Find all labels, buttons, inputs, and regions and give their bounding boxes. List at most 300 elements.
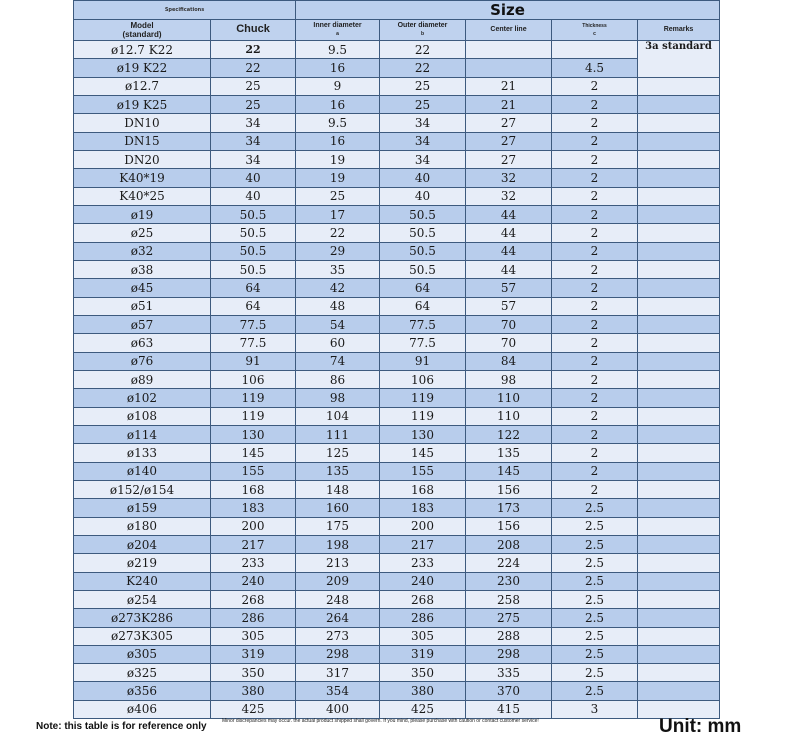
table-row xyxy=(74,297,720,315)
remarks-cell xyxy=(638,224,720,242)
remarks-cell xyxy=(638,590,720,608)
chuck-cell: 119 xyxy=(211,389,296,407)
remarks-cell xyxy=(638,334,720,352)
outer-diameter-cell: 22 xyxy=(380,41,466,59)
center-line-cell: 70 xyxy=(466,315,552,333)
center-line-cell: 275 xyxy=(466,609,552,627)
model-cell: ø32 xyxy=(74,242,211,260)
remarks-cell xyxy=(638,645,720,663)
model-cell: ø51 xyxy=(74,297,211,315)
model-cell: ø159 xyxy=(74,499,211,517)
outer-diameter-cell: 91 xyxy=(380,352,466,370)
center-header-label: Center line xyxy=(490,26,527,33)
inner-diameter-cell: 74 xyxy=(296,352,380,370)
inner-diameter-cell: 16 xyxy=(296,59,380,77)
thickness-cell: 2 xyxy=(552,389,638,407)
thickness-cell: 2 xyxy=(552,407,638,425)
outer-diameter-cell: 50.5 xyxy=(380,224,466,242)
inner-diameter-cell: 317 xyxy=(296,664,380,682)
outer-diameter-cell: 40 xyxy=(380,169,466,187)
thickness-cell: 2.5 xyxy=(552,572,638,590)
remarks-cell xyxy=(638,499,720,517)
model-cell: ø273K286 xyxy=(74,609,211,627)
remarks-cell xyxy=(638,480,720,498)
table-row xyxy=(74,645,720,663)
outer-diameter-cell: 106 xyxy=(380,370,466,388)
model-cell: ø114 xyxy=(74,425,211,443)
center-line-cell: 32 xyxy=(466,187,552,205)
remarks-header-label: Remarks xyxy=(663,26,694,33)
center-line-cell: 298 xyxy=(466,645,552,663)
center-line-cell: 156 xyxy=(466,517,552,535)
chuck-cell: 91 xyxy=(211,352,296,370)
chuck-cell: 50.5 xyxy=(211,260,296,278)
thickness-cell: 2 xyxy=(552,224,638,242)
chuck-column-header xyxy=(211,20,296,41)
chuck-cell: 106 xyxy=(211,370,296,388)
size-header: Size xyxy=(296,1,720,20)
inner-diameter-cell: 86 xyxy=(296,370,380,388)
center-line-cell: 32 xyxy=(466,169,552,187)
chuck-cell: 64 xyxy=(211,297,296,315)
center-line-cell: 145 xyxy=(466,462,552,480)
thickness-cell: 2.5 xyxy=(552,645,638,663)
model-cell: DN20 xyxy=(74,150,211,168)
inner-diameter-cell: 42 xyxy=(296,279,380,297)
chuck-cell: 22 xyxy=(211,41,296,59)
center-line-cell: 44 xyxy=(466,205,552,223)
table-row xyxy=(74,114,720,132)
remarks-cell xyxy=(638,297,720,315)
model-cell: ø57 xyxy=(74,315,211,333)
outer-diameter-cell: 64 xyxy=(380,279,466,297)
chuck-cell: 183 xyxy=(211,499,296,517)
table-row xyxy=(74,352,720,370)
chuck-cell: 50.5 xyxy=(211,242,296,260)
center-line-cell: 44 xyxy=(466,224,552,242)
model-cell: ø12.7 K22 xyxy=(74,41,211,59)
outer-diameter-cell: 183 xyxy=(380,499,466,517)
outer-diameter-cell: 319 xyxy=(380,645,466,663)
thickness-cell: 2 xyxy=(552,132,638,150)
center-line-cell: 57 xyxy=(466,297,552,315)
outer-diameter-cell: 64 xyxy=(380,297,466,315)
thickness-cell: 2.5 xyxy=(552,627,638,645)
center-line-cell: 135 xyxy=(466,444,552,462)
thickness-cell: 2.5 xyxy=(552,554,638,572)
outer-header-sub: b xyxy=(420,31,425,37)
inner-diameter-cell: 298 xyxy=(296,645,380,663)
table-row xyxy=(74,425,720,443)
table-row xyxy=(74,572,720,590)
disclaimer-text: Minor discrepancies may occur. the actual product shipped shall govern. If you mind, please purchase with caution or contact customer service! xyxy=(222,718,539,724)
inner-diameter-cell: 209 xyxy=(296,572,380,590)
remarks-cell xyxy=(638,187,720,205)
remarks-cell xyxy=(638,77,720,95)
model-cell: ø89 xyxy=(74,370,211,388)
center-line-cell: 230 xyxy=(466,572,552,590)
model-cell: ø19 K25 xyxy=(74,95,211,113)
model-cell: DN10 xyxy=(74,114,211,132)
remarks-cell xyxy=(638,609,720,627)
chuck-cell: 50.5 xyxy=(211,205,296,223)
thickness-cell: 2 xyxy=(552,279,638,297)
inner-diameter-cell: 19 xyxy=(296,150,380,168)
thickness-header-sub: c xyxy=(593,31,596,37)
chuck-cell: 22 xyxy=(211,59,296,77)
model-cell: ø325 xyxy=(74,664,211,682)
chuck-cell: 200 xyxy=(211,517,296,535)
thickness-cell: 2 xyxy=(552,315,638,333)
table-row xyxy=(74,389,720,407)
outer-diameter-cell: 119 xyxy=(380,407,466,425)
model-cell: ø140 xyxy=(74,462,211,480)
remarks-cell xyxy=(638,205,720,223)
model-cell: ø63 xyxy=(74,334,211,352)
center-line-cell: 21 xyxy=(466,95,552,113)
remarks-cell xyxy=(638,462,720,480)
remarks-cell xyxy=(638,425,720,443)
inner-header-sub: a xyxy=(336,31,339,37)
chuck-cell: 217 xyxy=(211,535,296,553)
outer-diameter-cell: 425 xyxy=(380,700,466,718)
remarks-cell xyxy=(638,535,720,553)
chuck-cell: 145 xyxy=(211,444,296,462)
table-row xyxy=(74,279,720,297)
remarks-cell xyxy=(638,352,720,370)
model-cell: ø19 K22 xyxy=(74,59,211,77)
remarks-cell xyxy=(638,242,720,260)
center-line-cell xyxy=(466,59,552,77)
model-cell: ø356 xyxy=(74,682,211,700)
outer-diameter-cell: 305 xyxy=(380,627,466,645)
inner-diameter-cell: 248 xyxy=(296,590,380,608)
thickness-cell: 2 xyxy=(552,114,638,132)
table-row xyxy=(74,334,720,352)
table-row xyxy=(74,535,720,553)
center-line-cell xyxy=(466,41,552,59)
thickness-header-label: Thickness xyxy=(582,23,607,29)
chuck-cell: 268 xyxy=(211,590,296,608)
inner-diameter-cell: 148 xyxy=(296,480,380,498)
thickness-cell xyxy=(552,41,638,59)
inner-diameter-cell: 9.5 xyxy=(296,41,380,59)
inner-diameter-cell: 354 xyxy=(296,682,380,700)
thickness-cell: 2 xyxy=(552,95,638,113)
reference-note: Note: this table is for reference only xyxy=(36,721,207,732)
thickness-cell: 2 xyxy=(552,169,638,187)
chuck-cell: 77.5 xyxy=(211,334,296,352)
model-cell: ø204 xyxy=(74,535,211,553)
chuck-cell: 240 xyxy=(211,572,296,590)
outer-diameter-cell: 25 xyxy=(380,95,466,113)
table-row xyxy=(74,132,720,150)
table-row xyxy=(74,187,720,205)
inner-diameter-cell: 22 xyxy=(296,224,380,242)
remarks-cell xyxy=(638,444,720,462)
model-cell: ø38 xyxy=(74,260,211,278)
table-row xyxy=(74,169,720,187)
center-line-cell: 44 xyxy=(466,260,552,278)
model-cell: K40*19 xyxy=(74,169,211,187)
table-row xyxy=(74,682,720,700)
chuck-cell: 119 xyxy=(211,407,296,425)
chuck-cell: 130 xyxy=(211,425,296,443)
outer-diameter-cell: 217 xyxy=(380,535,466,553)
model-cell: ø19 xyxy=(74,205,211,223)
remarks-cell xyxy=(638,169,720,187)
outer-diameter-cell: 268 xyxy=(380,590,466,608)
table-row xyxy=(74,150,720,168)
model-cell: ø108 xyxy=(74,407,211,425)
chuck-cell: 319 xyxy=(211,645,296,663)
outer-diameter-cell: 233 xyxy=(380,554,466,572)
chuck-cell: 286 xyxy=(211,609,296,627)
outer-diameter-cell: 240 xyxy=(380,572,466,590)
center-line-cell: 208 xyxy=(466,535,552,553)
model-cell: ø102 xyxy=(74,389,211,407)
outer-diameter-cell: 130 xyxy=(380,425,466,443)
inner-diameter-cell: 98 xyxy=(296,389,380,407)
inner-diameter-cell: 160 xyxy=(296,499,380,517)
center-line-cell: 258 xyxy=(466,590,552,608)
outer-diameter-cell: 77.5 xyxy=(380,334,466,352)
remarks-cell xyxy=(638,389,720,407)
thickness-cell: 2.5 xyxy=(552,609,638,627)
table-row xyxy=(74,590,720,608)
thickness-cell: 2 xyxy=(552,297,638,315)
outer-diameter-cell: 119 xyxy=(380,389,466,407)
outer-header-label: Outer diameter xyxy=(397,22,448,29)
center-line-cell: 173 xyxy=(466,499,552,517)
inner-diameter-cell: 19 xyxy=(296,169,380,187)
center-line-column-header xyxy=(466,20,552,41)
inner-diameter-cell: 111 xyxy=(296,425,380,443)
chuck-cell: 64 xyxy=(211,279,296,297)
model-cell: K240 xyxy=(74,572,211,590)
table-row xyxy=(74,77,720,95)
thickness-cell: 2 xyxy=(552,444,638,462)
table-row xyxy=(74,224,720,242)
inner-diameter-cell: 175 xyxy=(296,517,380,535)
table-row xyxy=(74,407,720,425)
outer-diameter-cell: 34 xyxy=(380,114,466,132)
center-line-cell: 84 xyxy=(466,352,552,370)
thickness-cell: 2.5 xyxy=(552,664,638,682)
center-line-cell: 122 xyxy=(466,425,552,443)
model-cell: ø273K305 xyxy=(74,627,211,645)
table-row xyxy=(74,59,720,77)
model-cell: K40*25 xyxy=(74,187,211,205)
outer-diameter-cell: 286 xyxy=(380,609,466,627)
remarks-cell xyxy=(638,95,720,113)
thickness-cell: 2.5 xyxy=(552,590,638,608)
center-line-cell: 44 xyxy=(466,242,552,260)
outer-diameter-cell: 168 xyxy=(380,480,466,498)
chuck-cell: 25 xyxy=(211,95,296,113)
outer-diameter-cell: 50.5 xyxy=(380,205,466,223)
thickness-cell: 2 xyxy=(552,352,638,370)
inner-diameter-cell: 25 xyxy=(296,187,380,205)
inner-diameter-cell: 17 xyxy=(296,205,380,223)
thickness-cell: 2 xyxy=(552,462,638,480)
thickness-cell: 2.5 xyxy=(552,535,638,553)
remarks-cell xyxy=(638,407,720,425)
table-row xyxy=(74,627,720,645)
center-line-cell: 21 xyxy=(466,77,552,95)
remarks-cell xyxy=(638,682,720,700)
table-row xyxy=(74,462,720,480)
thickness-cell: 2 xyxy=(552,334,638,352)
thickness-cell: 2 xyxy=(552,205,638,223)
inner-header-label: Inner diameter xyxy=(313,22,362,29)
chuck-cell: 305 xyxy=(211,627,296,645)
model-cell: ø180 xyxy=(74,517,211,535)
inner-diameter-cell: 16 xyxy=(296,95,380,113)
thickness-cell: 2 xyxy=(552,370,638,388)
inner-diameter-cell: 104 xyxy=(296,407,380,425)
table-row xyxy=(74,242,720,260)
chuck-cell: 168 xyxy=(211,480,296,498)
size-table xyxy=(73,0,720,719)
center-line-cell: 98 xyxy=(466,370,552,388)
chuck-cell: 34 xyxy=(211,132,296,150)
table-row xyxy=(74,444,720,462)
remarks-cell xyxy=(638,370,720,388)
chuck-cell: 425 xyxy=(211,700,296,718)
center-line-cell: 57 xyxy=(466,279,552,297)
outer-diameter-cell: 350 xyxy=(380,664,466,682)
center-line-cell: 27 xyxy=(466,150,552,168)
remarks-cell xyxy=(638,279,720,297)
unit-label: Unit: mm xyxy=(659,716,742,737)
thickness-cell: 2.5 xyxy=(552,682,638,700)
inner-diameter-cell: 264 xyxy=(296,609,380,627)
remarks-cell xyxy=(638,150,720,168)
table-row xyxy=(74,41,720,59)
thickness-cell: 2 xyxy=(552,480,638,498)
center-line-cell: 70 xyxy=(466,334,552,352)
chuck-cell: 40 xyxy=(211,187,296,205)
chuck-cell: 34 xyxy=(211,150,296,168)
model-cell: ø133 xyxy=(74,444,211,462)
outer-diameter-cell: 50.5 xyxy=(380,260,466,278)
outer-diameter-column-header xyxy=(380,20,466,41)
footer xyxy=(0,716,790,748)
outer-diameter-cell: 22 xyxy=(380,59,466,77)
table-row xyxy=(74,370,720,388)
table-row xyxy=(74,554,720,572)
inner-diameter-cell: 273 xyxy=(296,627,380,645)
inner-diameter-cell: 9 xyxy=(296,77,380,95)
chuck-cell: 77.5 xyxy=(211,315,296,333)
outer-diameter-cell: 77.5 xyxy=(380,315,466,333)
chuck-cell: 155 xyxy=(211,462,296,480)
outer-diameter-cell: 34 xyxy=(380,132,466,150)
center-line-cell: 110 xyxy=(466,407,552,425)
table-row xyxy=(74,480,720,498)
chuck-header-label: Chuck xyxy=(236,23,270,35)
outer-diameter-cell: 380 xyxy=(380,682,466,700)
inner-diameter-cell: 48 xyxy=(296,297,380,315)
model-cell: ø406 xyxy=(74,700,211,718)
remarks-cell xyxy=(638,554,720,572)
model-header-label: Model (standard) xyxy=(122,21,162,39)
table-row xyxy=(74,315,720,333)
thickness-cell: 2 xyxy=(552,425,638,443)
inner-diameter-cell: 400 xyxy=(296,700,380,718)
inner-diameter-cell: 35 xyxy=(296,260,380,278)
table-row xyxy=(74,517,720,535)
specifications-header: Specifications xyxy=(74,1,296,20)
inner-diameter-cell: 29 xyxy=(296,242,380,260)
outer-diameter-cell: 145 xyxy=(380,444,466,462)
remarks-cell xyxy=(638,664,720,682)
inner-diameter-cell: 198 xyxy=(296,535,380,553)
chuck-cell: 350 xyxy=(211,664,296,682)
outer-diameter-cell: 25 xyxy=(380,77,466,95)
model-cell: ø254 xyxy=(74,590,211,608)
outer-diameter-cell: 40 xyxy=(380,187,466,205)
center-line-cell: 27 xyxy=(466,132,552,150)
thickness-cell: 2 xyxy=(552,77,638,95)
model-cell: ø76 xyxy=(74,352,211,370)
chuck-cell: 40 xyxy=(211,169,296,187)
remarks-cell xyxy=(638,114,720,132)
inner-diameter-column-header xyxy=(296,20,380,41)
center-line-cell: 370 xyxy=(466,682,552,700)
inner-diameter-cell: 9.5 xyxy=(296,114,380,132)
remarks-cell: 3a standard xyxy=(638,41,720,78)
remarks-cell xyxy=(638,132,720,150)
remarks-cell xyxy=(638,572,720,590)
center-line-cell: 224 xyxy=(466,554,552,572)
chuck-cell: 380 xyxy=(211,682,296,700)
inner-diameter-cell: 135 xyxy=(296,462,380,480)
center-line-cell: 110 xyxy=(466,389,552,407)
table-row xyxy=(74,95,720,113)
model-cell: DN15 xyxy=(74,132,211,150)
chuck-cell: 50.5 xyxy=(211,224,296,242)
remarks-cell xyxy=(638,315,720,333)
inner-diameter-cell: 60 xyxy=(296,334,380,352)
model-cell: ø45 xyxy=(74,279,211,297)
model-cell: ø12.7 xyxy=(74,77,211,95)
thickness-cell: 2.5 xyxy=(552,517,638,535)
table-row xyxy=(74,260,720,278)
remarks-cell xyxy=(638,260,720,278)
thickness-cell: 4.5 xyxy=(552,59,638,77)
thickness-cell: 2.5 xyxy=(552,499,638,517)
center-line-cell: 288 xyxy=(466,627,552,645)
center-line-cell: 27 xyxy=(466,114,552,132)
center-line-cell: 415 xyxy=(466,700,552,718)
outer-diameter-cell: 200 xyxy=(380,517,466,535)
thickness-column-header xyxy=(552,20,638,41)
inner-diameter-cell: 16 xyxy=(296,132,380,150)
chuck-cell: 25 xyxy=(211,77,296,95)
table-row xyxy=(74,664,720,682)
thickness-cell: 3 xyxy=(552,700,638,718)
center-line-cell: 335 xyxy=(466,664,552,682)
table-row xyxy=(74,609,720,627)
model-cell: ø25 xyxy=(74,224,211,242)
inner-diameter-cell: 213 xyxy=(296,554,380,572)
model-column-header xyxy=(74,20,211,41)
remarks-column-header xyxy=(638,20,720,41)
table-row xyxy=(74,205,720,223)
outer-diameter-cell: 50.5 xyxy=(380,242,466,260)
